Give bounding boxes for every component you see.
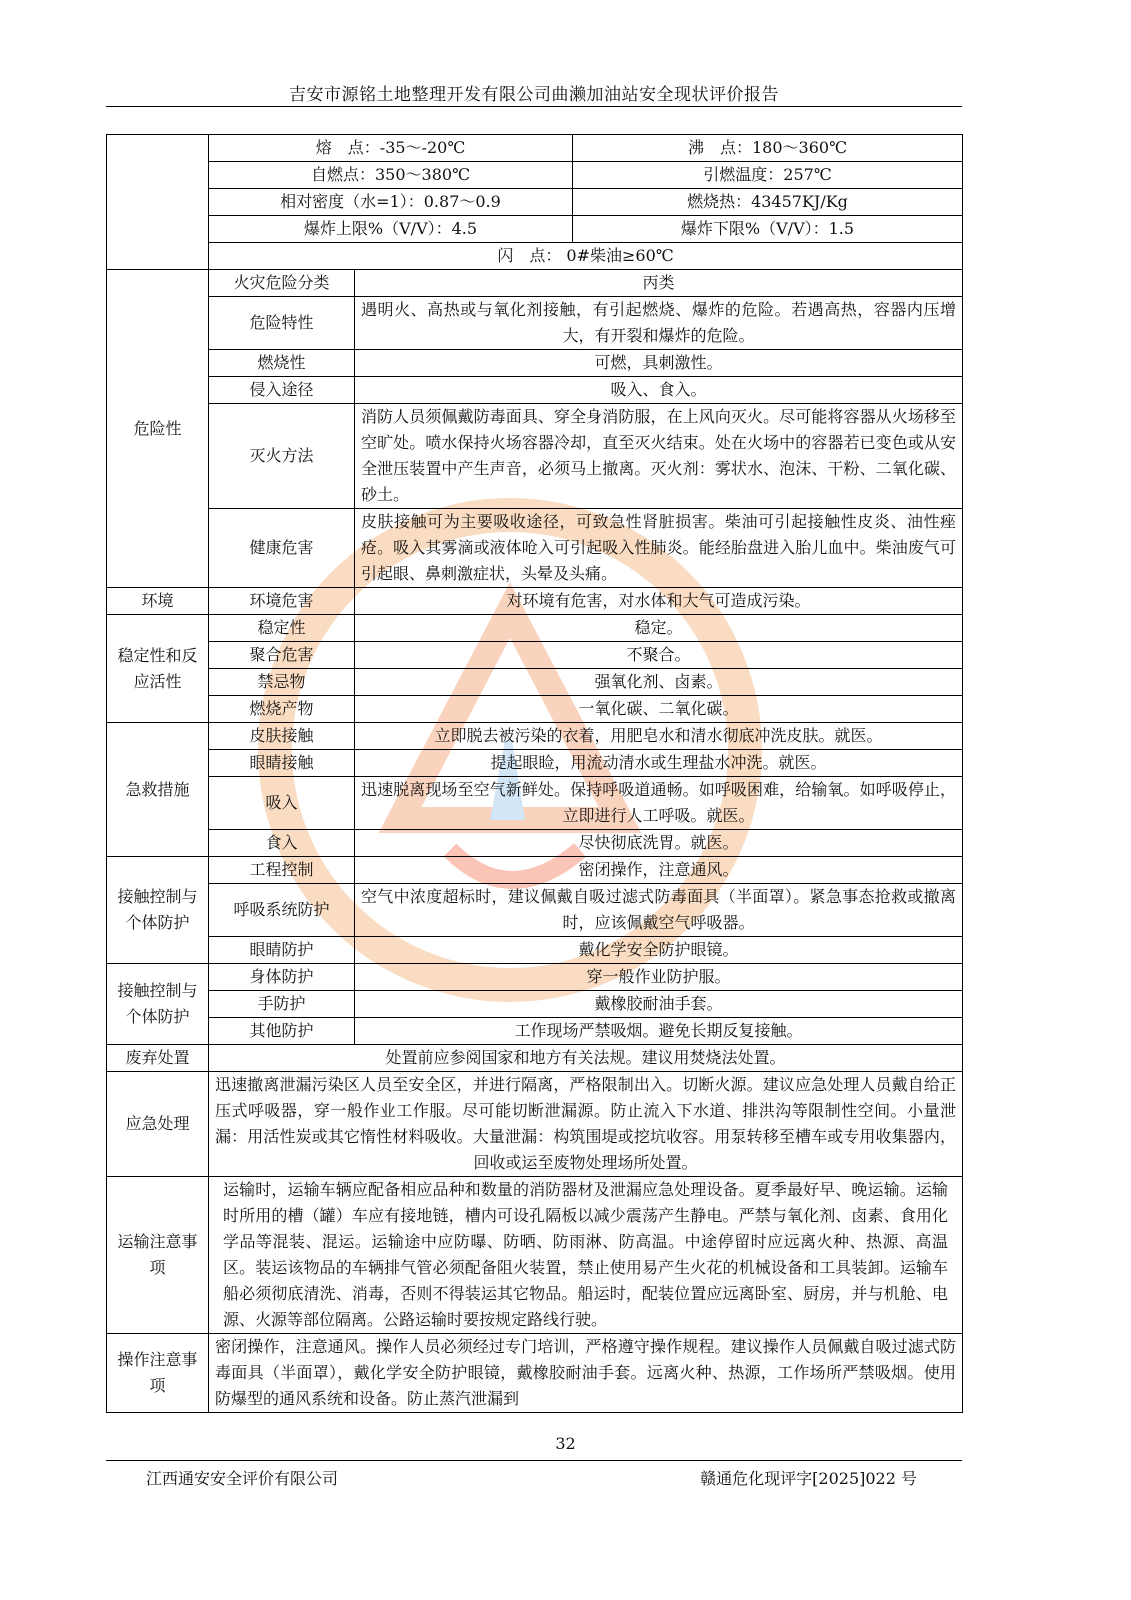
row-label: 火灾危险分类 (209, 270, 355, 297)
table-row (107, 777, 963, 830)
section-protection: 接触控制与个体防护 (107, 857, 209, 964)
section-operation: 操作注意事项 (107, 1334, 209, 1413)
table-row (107, 162, 963, 189)
footer-doc-number: 赣通危化现评字[2025]022 号 (700, 1469, 917, 1488)
table-row (107, 377, 963, 404)
row-value: 丙类 (355, 270, 963, 297)
row-label: 皮肤接触 (209, 723, 355, 750)
flash-point: 闪 点： 0#柴油≥60℃ (209, 243, 963, 270)
boiling-point: 沸 点：180～360℃ (573, 135, 963, 162)
section-transport: 运输注意事项 (107, 1177, 209, 1334)
melting-point: 熔 点：-35～-20℃ (209, 135, 573, 162)
row-value: 穿一般作业防护服。 (355, 964, 963, 991)
row-label: 燃烧性 (209, 350, 355, 377)
row-label: 侵入途径 (209, 377, 355, 404)
table-row (107, 243, 963, 270)
section-stability: 稳定性和反应活性 (107, 615, 209, 723)
table-row (107, 350, 963, 377)
table-row (107, 723, 963, 750)
table-row (107, 991, 963, 1018)
row-value: 戴橡胶耐油手套。 (355, 991, 963, 1018)
row-value: 处置前应参阅国家和地方有关法规。建议用焚烧法处置。 (209, 1045, 963, 1072)
lower-limit: 爆炸下限%（V/V）：1.5 (573, 216, 963, 243)
section-hazard: 危险性 (107, 270, 209, 588)
table-row (107, 857, 963, 884)
row-label: 手防护 (209, 991, 355, 1018)
row-value: 强氧化剂、卤素。 (355, 669, 963, 696)
row-value: 戴化学安全防护眼镜。 (355, 937, 963, 964)
upper-limit: 爆炸上限%（V/V）：4.5 (209, 216, 573, 243)
page-header: 吉安市源铭土地整理开发有限公司曲濑加油站安全现状评价报告 (289, 85, 779, 105)
row-value: 可燃，具刺激性。 (355, 350, 963, 377)
header-rule (106, 106, 962, 107)
row-label: 眼睛防护 (209, 937, 355, 964)
relative-density: 相对密度（水=1）：0.87～0.9 (209, 189, 573, 216)
table-row (107, 404, 963, 509)
table-row (107, 642, 963, 669)
table-row (107, 615, 963, 642)
row-label: 吸入 (209, 777, 355, 830)
section-disposal: 废弃处置 (107, 1045, 209, 1072)
heat-of-combustion: 燃烧热：43457KJ/Kg (573, 189, 963, 216)
row-value: 不聚合。 (355, 642, 963, 669)
footer-rule (106, 1460, 962, 1461)
row-value: 吸入、食入。 (355, 377, 963, 404)
row-value: 工作现场严禁吸烟。避免长期反复接触。 (355, 1018, 963, 1045)
row-label: 眼睛接触 (209, 750, 355, 777)
row-value: 一氧化碳、二氧化碳。 (355, 696, 963, 723)
table-row (107, 1045, 963, 1072)
row-value: 运输时，运输车辆应配备相应品种和数量的消防器材及泄漏应急处理设备。夏季最好早、晚运输。运输时所用的槽（罐）车应有接地链，槽内可设孔隔板以减少震荡产生静电。严禁与氧化剂、卤素、食用化学品等混装、混运。运输途中应防曝、防晒、防雨淋、防高温。中途停留时应远离火种、热源、高温区。装运该物品的车辆排气管必须配备阻火装置，禁止使用易产生火花的机械设备和工具装卸。运输车船必须彻底清洗、消毒，否则不得装运其它物品。船运时，配装位置应远离卧室、厨房，并与机舱、电源、火源等部位隔离。公路运输时要按规定路线行驶。 (209, 1177, 963, 1334)
row-label: 燃烧产物 (209, 696, 355, 723)
row-value: 遇明火、高热或与氧化剂接触，有引起燃烧、爆炸的危险。若遇高热，容器内压增大，有开裂和爆炸的危险。 (355, 297, 963, 350)
row-value: 消防人员须佩戴防毒面具、穿全身消防服，在上风向灭火。尽可能将容器从火场移至空旷处。喷水保持火场容器冷却，直至灭火结束。处在火场中的容器若已变色或从安全泄压装置中产生声音，必须马上撤离。灭火剂：雾状水、泡沫、干粉、二氧化碳、砂土。 (355, 404, 963, 509)
table-row (107, 135, 963, 162)
row-value: 皮肤接触可为主要吸收途径，可致急性肾脏损害。柴油可引起接触性皮炎、油性痤疮。吸入其雾滴或液体呛入可引起吸入性肺炎。能经胎盘进入胎儿血中。柴油废气可引起眼、鼻刺激症状，头晕及头痛。 (355, 509, 963, 588)
table-row (107, 937, 963, 964)
table-row (107, 964, 963, 991)
row-value: 密闭操作，注意通风。操作人员必须经过专门培训，严格遵守操作规程。建议操作人员佩戴自吸过滤式防毒面具（半面罩），戴化学安全防护眼镜，戴橡胶耐油手套。远离火种、热源，工作场所严禁吸烟。使用防爆型的通风系统和设备。防止蒸汽泄漏到 (209, 1334, 963, 1413)
row-value: 对环境有危害，对水体和大气可造成污染。 (355, 588, 963, 615)
table-row (107, 1177, 963, 1334)
row-value: 稳定。 (355, 615, 963, 642)
row-value: 密闭操作，注意通风。 (355, 857, 963, 884)
table-row (107, 509, 963, 588)
section-emergency: 应急处理 (107, 1072, 209, 1177)
msds-table (106, 134, 963, 1413)
footer-company: 江西通安安全评价有限公司 (146, 1469, 339, 1488)
row-label: 食入 (209, 830, 355, 857)
row-label: 稳定性 (209, 615, 355, 642)
table-row (107, 588, 963, 615)
row-label: 禁忌物 (209, 669, 355, 696)
row-label: 其他防护 (209, 1018, 355, 1045)
row-label: 危险特性 (209, 297, 355, 350)
table-row (107, 216, 963, 243)
row-label: 灭火方法 (209, 404, 355, 509)
row-label: 呼吸系统防护 (209, 884, 355, 937)
row-label: 身体防护 (209, 964, 355, 991)
row-value: 提起眼睑，用流动清水或生理盐水冲洗。就医。 (355, 750, 963, 777)
table-row (107, 884, 963, 937)
row-label: 环境危害 (209, 588, 355, 615)
table-row (107, 270, 963, 297)
table-row (107, 750, 963, 777)
page-number: 32 (555, 1434, 576, 1453)
section-environment: 环境 (107, 588, 209, 615)
table-row (107, 297, 963, 350)
ignition-temp: 引燃温度：257℃ (573, 162, 963, 189)
row-label: 工程控制 (209, 857, 355, 884)
section-protection: 接触控制与个体防护 (107, 964, 209, 1045)
table-row (107, 1072, 963, 1177)
row-value: 立即脱去被污染的衣着，用肥皂水和清水彻底冲洗皮肤。就医。 (355, 723, 963, 750)
row-value: 尽快彻底洗胃。就医。 (355, 830, 963, 857)
section-label-empty (107, 135, 209, 270)
table-row (107, 669, 963, 696)
row-value: 迅速撤离泄漏污染区人员至安全区，并进行隔离，严格限制出入。切断火源。建议应急处理人员戴自给正压式呼吸器，穿一般作业工作服。尽可能切断泄漏源。防止流入下水道、排洪沟等限制性空间。小量泄漏：用活性炭或其它惰性材料吸收。大量泄漏：构筑围堤或挖坑收容。用泵转移至槽车或专用收集器内，回收或运至废物处理场所处置。 (209, 1072, 963, 1177)
table-row (107, 1334, 963, 1413)
row-label: 聚合危害 (209, 642, 355, 669)
table-row (107, 696, 963, 723)
table-row (107, 830, 963, 857)
row-label: 健康危害 (209, 509, 355, 588)
row-value: 迅速脱离现场至空气新鲜处。保持呼吸道通畅。如呼吸困难，给输氧。如呼吸停止，立即进行人工呼吸。就医。 (355, 777, 963, 830)
table-row (107, 189, 963, 216)
row-value: 空气中浓度超标时，建议佩戴自吸过滤式防毒面具（半面罩）。紧急事态抢救或撤离时，应该佩戴空气呼吸器。 (355, 884, 963, 937)
section-first-aid: 急救措施 (107, 723, 209, 857)
autoignition: 自燃点：350～380℃ (209, 162, 573, 189)
table-row (107, 1018, 963, 1045)
